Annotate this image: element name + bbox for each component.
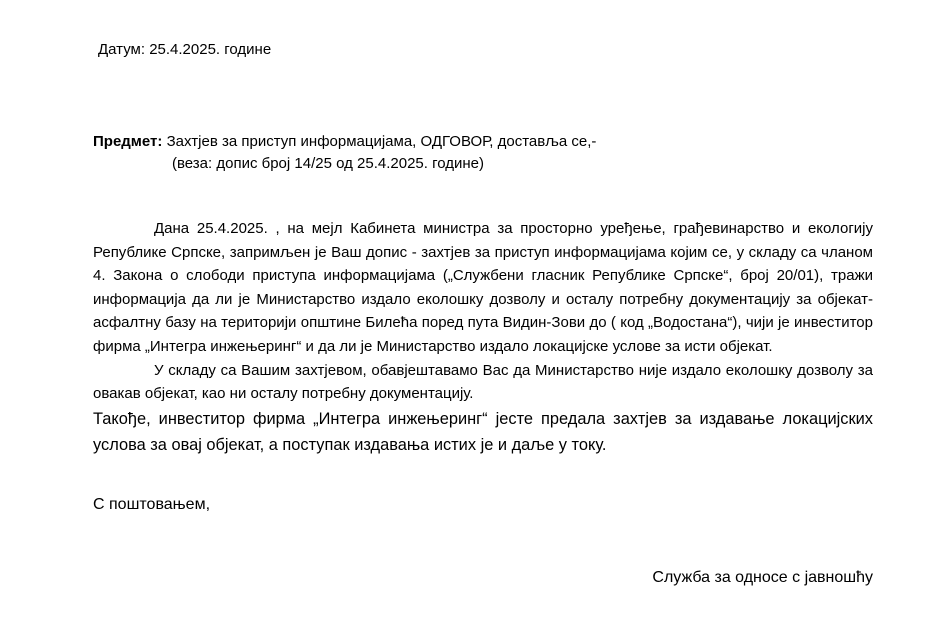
closing-greeting: С поштовањем,: [93, 496, 211, 513]
subject-block: [93, 131, 596, 175]
signature: Служба за односе с јавношћу: [652, 569, 873, 586]
subject-text: Захтјев за приступ информацијама, ОДГОВОР, доставља се,-: [166, 133, 597, 150]
subject-line: [93, 131, 596, 153]
subject-label: Предмет:: [93, 133, 163, 150]
body-paragraph-permit-answer: У складу са Вашим захтјевом, обавјештавамо Вас да Министарство није издало еколошку дозволу за овакав објекат, као ни осталу потребну документацију.: [93, 361, 873, 403]
document-date: Датум: 25.4.2025. године: [98, 41, 272, 58]
letter-body: [93, 217, 873, 458]
body-paragraph-location-answer: Такође, инвеститор фирма „Интегра инжењеринг“ јесте предала захтјев за издавање локацијских услова за овај објекат, а поступак издавања истих је и даље у току.: [93, 409, 873, 454]
body-paragraph-request: Дана 25.4.2025. , на мејл Кабинета министра за просторно уређење, грађевинарство и екологију Републике Српске, запримљен је Ваш допис - захтјев за приступ информацијама којим се, у складу са чланом 4. Закона о слободи приступа информацијама („Службени гласник Републике Српске“, број 20/01), тражи информација да ли је Министарство издало еколошку дозволу и осталу потребну документацију за објекат- асфалтну базу на територији општине Билећа поред пута Видин-Зови до ( код „Водостана“), чији је инвеститор фирма „Интегра инжењеринг“ и да ли је Министарство издало локацијске услове за исти објекат.: [93, 220, 873, 355]
subject-reference: (веза: допис број 14/25 од 25.4.2025. године): [172, 155, 485, 172]
